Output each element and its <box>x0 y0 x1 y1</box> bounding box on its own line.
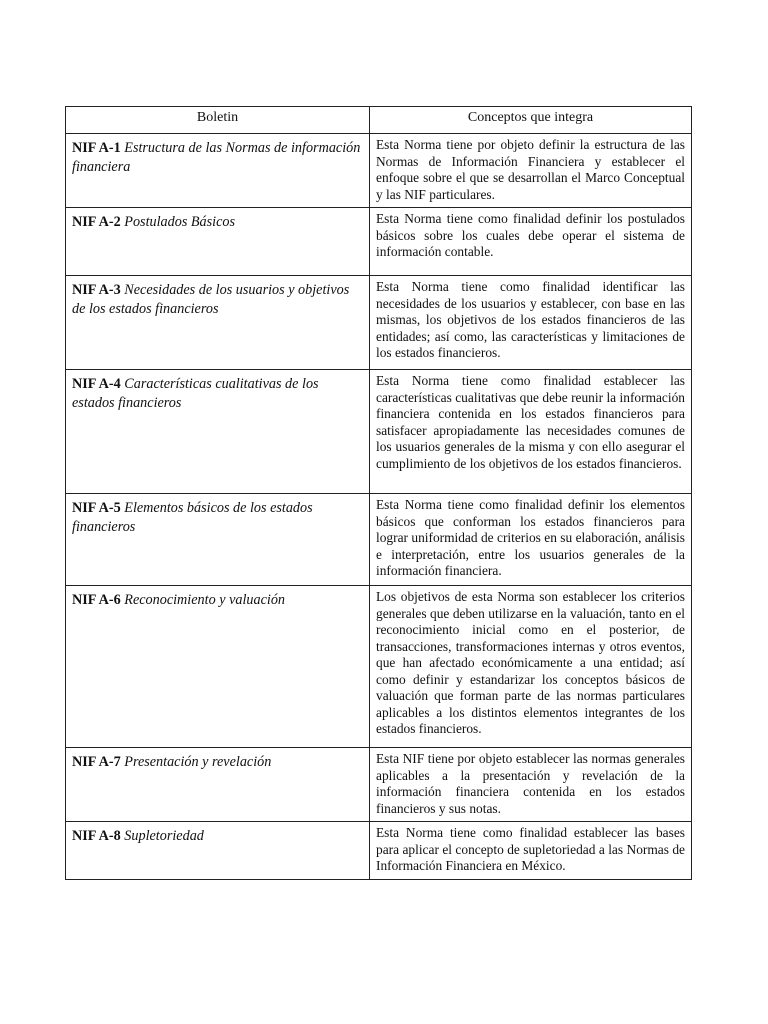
nif-code: NIF A-3 <box>72 282 121 298</box>
nif-title: Elementos básicos de los estados financieros <box>72 500 313 535</box>
nif-code: NIF A-8 <box>72 828 121 844</box>
concept-description: Esta Norma tiene como finalidad definir los elementos básicos que conforman los estados financieros para lograr uniformidad de criterios en su elaboración, análisis e interpretación, entre los usuarios generales de la información financiera. <box>370 494 692 586</box>
boletin-cell <box>66 370 370 494</box>
nif-code: NIF A-7 <box>72 754 121 770</box>
nif-title: Características cualitativas de los estados financieros <box>72 376 319 411</box>
nif-code: NIF A-4 <box>72 376 121 392</box>
nif-code: NIF A-1 <box>72 140 121 156</box>
table-row <box>66 748 692 822</box>
table-row <box>66 370 692 494</box>
nif-table <box>65 106 692 880</box>
boletin-cell <box>66 586 370 748</box>
nif-code: NIF A-5 <box>72 500 121 516</box>
boletin-cell <box>66 494 370 586</box>
concept-description: Esta Norma tiene como finalidad establecer las bases para aplicar el concepto de supletoriedad a las Normas de Información Financiera en México. <box>370 822 692 880</box>
boletin-cell <box>66 134 370 208</box>
nif-title: Presentación y revelación <box>124 754 272 770</box>
concept-description: Esta Norma tiene como finalidad identificar las necesidades de los usuarios y establecer, con base en las mismas, los objetivos de los estados financieros de las entidades; así como, las características y limitaciones de los estados financieros. <box>370 276 692 370</box>
table-row <box>66 276 692 370</box>
boletin-cell <box>66 748 370 822</box>
boletin-cell <box>66 822 370 880</box>
table-header-row <box>66 107 692 134</box>
concept-description: Esta Norma tiene por objeto definir la estructura de las Normas de Información Financiera y establecer el enfoque sobre el que se desarrollan el Marco Conceptual y las NIF particulares. <box>370 134 692 208</box>
header-conceptos: Conceptos que integra <box>370 107 692 134</box>
boletin-cell <box>66 208 370 276</box>
nif-title: Supletoriedad <box>124 828 204 844</box>
nif-title: Estructura de las Normas de información financiera <box>72 140 361 175</box>
concept-description: Esta NIF tiene por objeto establecer las normas generales aplicables a la presentación y revelación de la información financiera contenida en los estados financieros y sus notas. <box>370 748 692 822</box>
concept-description: Esta Norma tiene como finalidad establecer las características cualitativas que debe reunir la información financiera contenida en los estados financieros para satisfacer apropiadamente las necesidades comunes de los usuarios generales de la misma y con ello asegurar el cumplimiento de los objetivos de los estados financieros. <box>370 370 692 494</box>
concept-description: Los objetivos de esta Norma son establecer los criterios generales que deben utilizarse en la valuación, tanto en el reconocimiento inicial como en el posterior, de transacciones, transformaciones internas y otros eventos, que han afectado económicamente a una entidad; así como definir y estandarizar los conceptos básicos de valuación que forman parte de las normas particulares aplicables a los distintos elementos integrantes de los estados financieros. <box>370 586 692 748</box>
header-boletin: Boletin <box>66 107 370 134</box>
nif-code: NIF A-2 <box>72 214 121 230</box>
boletin-cell <box>66 276 370 370</box>
concept-description: Esta Norma tiene como finalidad definir los postulados básicos sobre los cuales debe operar el sistema de información contable. <box>370 208 692 276</box>
nif-title: Reconocimiento y valuación <box>124 592 286 608</box>
nif-title: Necesidades de los usuarios y objetivos de los estados financieros <box>72 282 350 317</box>
table-row <box>66 494 692 586</box>
table-row <box>66 586 692 748</box>
nif-code: NIF A-6 <box>72 592 121 608</box>
table-row <box>66 822 692 880</box>
table-row <box>66 134 692 208</box>
nif-title: Postulados Básicos <box>124 214 236 230</box>
table-row <box>66 208 692 276</box>
